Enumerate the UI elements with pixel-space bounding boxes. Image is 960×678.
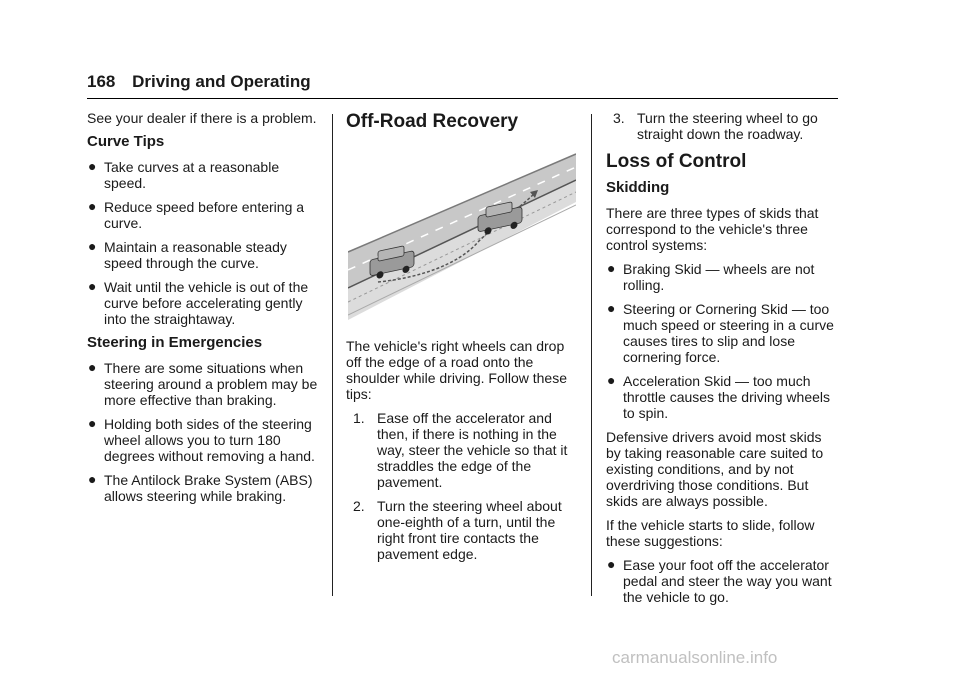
bullet-icon: ● <box>88 158 97 174</box>
list-item: 3. Turn the steering wheel to go straight down the roadway. <box>613 110 818 142</box>
bullet-icon: ● <box>607 556 616 572</box>
slide-suggestions-list <box>606 557 840 605</box>
list-item: ● Steering or Cornering Skid — too much speed or steering in a curve causes tires to slip and lose cornering force. <box>607 300 834 365</box>
off-road-steps <box>346 410 578 562</box>
list-item: ● Wait until the vehicle is out of the curve before accelerating gently into the straightaway. <box>88 278 309 327</box>
page-number: 168 <box>87 72 116 91</box>
header-rule <box>87 98 838 99</box>
bullet-icon: ● <box>88 198 97 214</box>
list-item: ● Reduce speed before entering a curve. <box>88 198 305 231</box>
bullet-icon: ● <box>88 359 97 375</box>
column-divider <box>332 114 333 596</box>
bullet-icon: ● <box>88 278 97 294</box>
off-road-intro: The vehicle's right wheels can drop off the edge of a road onto the shoulder while driving. Follow these tips: <box>346 338 567 402</box>
list-item: ● There are some situations when steering around a problem may be more effective than braking. <box>88 359 318 408</box>
skidding-intro: There are three types of skids that correspond to the vehicle's three control systems: <box>606 205 819 253</box>
list-item: ● Take curves at a reasonable speed. <box>88 158 280 191</box>
off-road-recovery-illustration <box>348 150 576 320</box>
off-road-steps-continued <box>606 110 840 142</box>
list-item: 1. Ease off the accelerator and then, if there is nothing in the way, steer the vehicle so that it straddles the edge of the pavement. <box>353 410 568 490</box>
section-title: Driving and Operating <box>132 72 311 91</box>
defensive-drivers-text: Defensive drivers avoid most skids by taking reasonable care suited to existing conditions, and by not overdriving those conditions. But skids are always possible. <box>606 429 824 509</box>
list-item: ● Braking Skid — wheels are not rolling. <box>607 260 815 293</box>
column-right <box>606 110 840 613</box>
skid-types-list <box>606 261 840 421</box>
bullet-icon: ● <box>88 471 97 487</box>
curve-tips-list <box>87 159 323 327</box>
bullet-icon: ● <box>607 260 616 276</box>
list-item: 2. Turn the steering wheel about one-eighth of a turn, until the right front tire contacts the pavement edge. <box>353 498 562 562</box>
steering-list <box>87 360 323 504</box>
loss-of-control-heading: Loss of Control <box>606 151 747 172</box>
bullet-icon: ● <box>607 300 616 316</box>
steering-heading: Steering in Emergencies <box>87 334 263 351</box>
bullet-icon: ● <box>607 372 616 388</box>
page-header <box>87 72 311 92</box>
column-middle <box>346 110 578 570</box>
list-item: ● Acceleration Skid — too much throttle causes the driving wheels to spin. <box>607 372 830 421</box>
curve-tips-heading: Curve Tips <box>87 133 165 150</box>
column-divider <box>591 114 592 596</box>
list-item: ● Holding both sides of the steering wheel allows you to turn 180 degrees without removing a hand. <box>88 415 315 464</box>
slide-intro-text: If the vehicle starts to slide, follow these suggestions: <box>606 517 815 549</box>
bullet-icon: ● <box>88 238 97 254</box>
watermark: carmanualsonline.info <box>612 648 778 667</box>
column-left <box>87 110 323 512</box>
list-item: ● Ease your foot off the accelerator pedal and steer the way you want the vehicle to go. <box>607 556 832 605</box>
list-item: ● Maintain a reasonable steady speed through the curve. <box>88 238 287 271</box>
list-item: ● The Antilock Brake System (ABS) allows steering while braking. <box>88 471 313 504</box>
off-road-recovery-heading: Off-Road Recovery <box>346 111 519 132</box>
bullet-icon: ● <box>88 415 97 431</box>
intro-text: See your dealer if there is a problem. <box>87 110 317 126</box>
skidding-heading: Skidding <box>606 179 670 196</box>
